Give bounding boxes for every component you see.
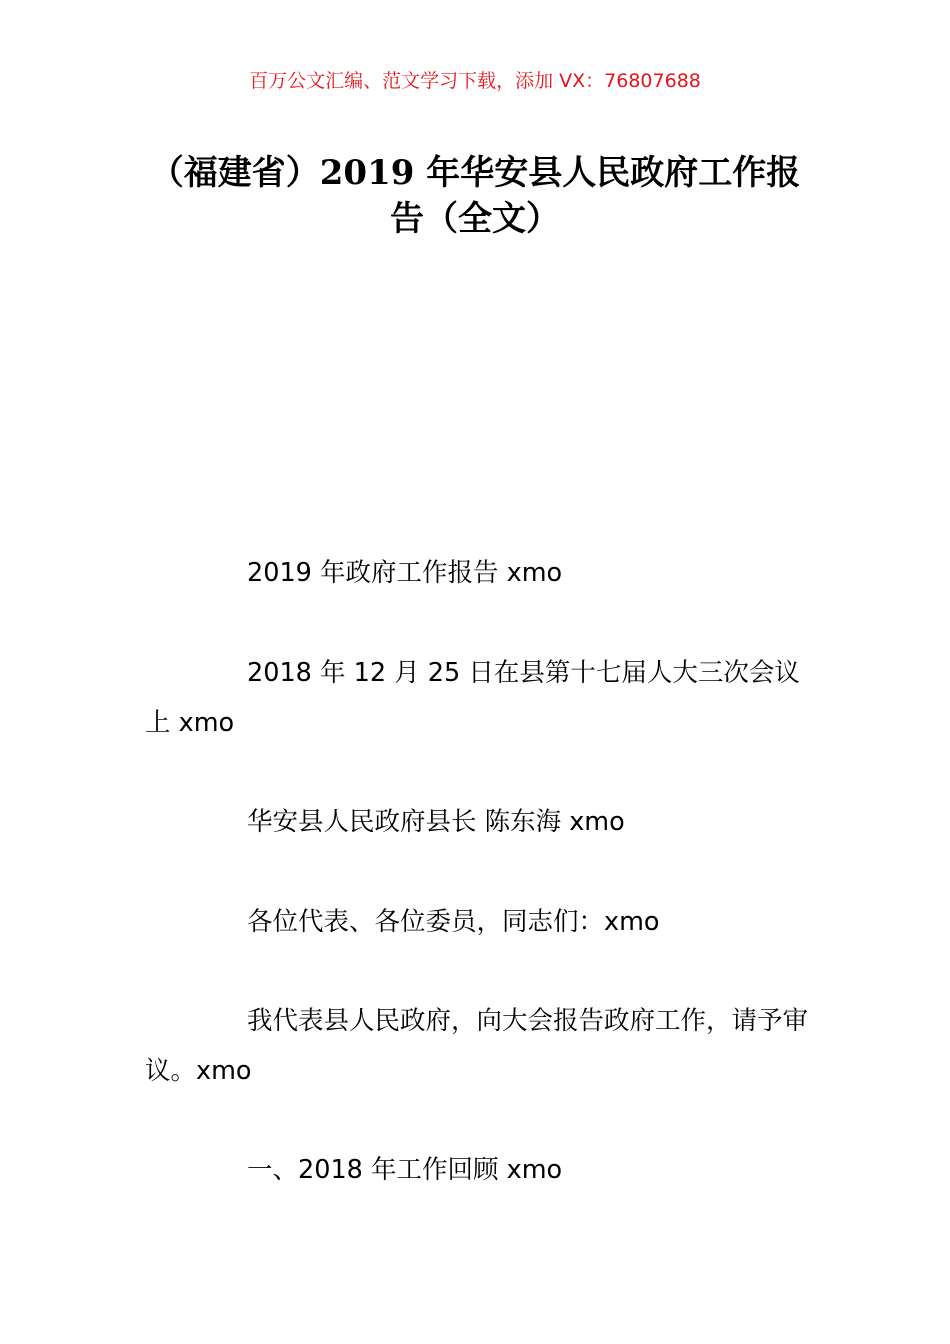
paragraph-report-heading: 2019 年政府工作报告 xmo	[247, 558, 563, 588]
document-title	[120, 150, 830, 242]
paragraph-speaker: 华安县人民政府县长 陈东海 xmo	[247, 807, 625, 837]
document-title-line-2: 告（全文）	[390, 199, 560, 239]
document-title-line-1: （福建省）2019 年华安县人民政府工作报	[149, 153, 801, 193]
section-heading-review: 一、2018 年工作回顾 xmo	[247, 1155, 563, 1185]
paragraph-salutation: 各位代表、各位委员，同志们：xmo	[247, 907, 660, 937]
paragraph-meeting-date: 2018 年 12 月 25 日在县第十七届人大三次会议上 xmo	[145, 658, 800, 738]
paragraph-opening: 我代表县人民政府，向大会报告政府工作，请予审议。xmo	[145, 1006, 809, 1086]
header-banner: 百万公文汇编、范文学习下载，添加 VX：76807688	[249, 70, 701, 92]
